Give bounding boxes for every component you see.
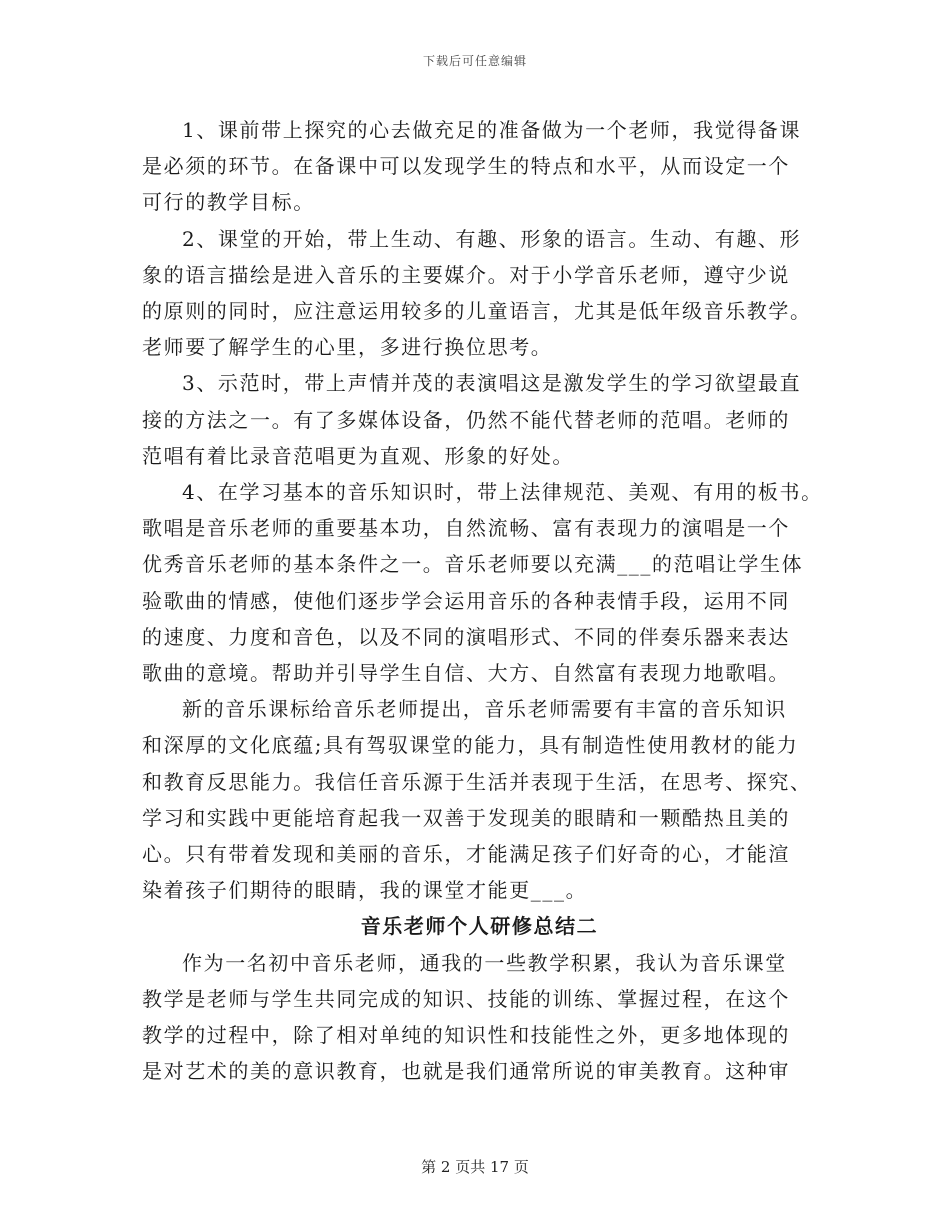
page-footer: 第 2 页共 17 页 [421, 1158, 529, 1176]
paragraph-line: 是必须的环节。在备课中可以发现学生的特点和水平，从而设定一个 [142, 154, 790, 179]
paragraph-line: 是对艺术的美的意识教育，也就是我们通常所说的审美教育。这种审 [142, 1059, 790, 1084]
paragraph-line: 2、课堂的开始，带上生动、有趣、形象的语言。生动、有趣、形 [182, 226, 802, 251]
paragraph-line: 学习和实践中更能培育起我一双善于发现美的眼睛和一颗酷热且美的 [142, 805, 790, 830]
paragraph-4 [142, 474, 823, 691]
paragraph-line: 歌曲的意境。帮助并引导学生自信、大方、自然富有表现力地歌唱。 [142, 661, 790, 686]
paragraph-line: 验歌曲的情感，使他们逐步学会运用音乐的各种表情手段，运用不同 [142, 588, 790, 613]
paragraph-line: 优秀音乐老师的基本条件之一。音乐老师要以充满___的范唱让学生体 [142, 552, 804, 577]
document-body [142, 112, 823, 1089]
paragraph-line: 4、在学习基本的音乐知识时，带上法律规范、美观、有用的板书。 [182, 480, 823, 505]
paragraph-line: 染着孩子们期待的眼睛，我的课堂才能更___。 [142, 878, 588, 903]
paragraph-3 [142, 365, 817, 474]
paragraph-1 [142, 112, 817, 221]
paragraph-line: 接的方法之一。有了多媒体设备，仍然不能代替老师的范唱。老师的 [142, 407, 790, 432]
paragraph-2 [142, 221, 817, 366]
paragraph-line: 可行的教学目标。 [142, 190, 315, 215]
paragraph-line: 和深厚的文化底蕴;具有驾驭课堂的能力，具有制造性使用教材的能力 [142, 733, 799, 758]
paragraph-line: 象的语言描绘是进入音乐的主要媒介。对于小学音乐老师，遵守少说 [142, 262, 790, 287]
paragraph-line: 3、示范时，带上声情并茂的表演唱这是激发学生的学习欲望最直 [182, 371, 802, 396]
paragraph-line: 心。只有带着发现和美丽的音乐，才能满足孩子们好奇的心，才能渲 [142, 842, 790, 867]
paragraph-line: 的原则的同时，应注意运用较多的儿童语言，尤其是低年级音乐教学。 [142, 299, 812, 324]
paragraph-line: 的速度、力度和音色，以及不同的演唱形式、不同的伴奏乐器来表达 [142, 624, 790, 649]
paragraph-line: 1、课前带上探究的心去做充足的准备做为一个老师，我觉得备课 [182, 118, 802, 142]
paragraph-line: 和教育反思能力。我信任音乐源于生活并表现于生活，在思考、探究、 [142, 769, 812, 794]
paragraph-line: 范唱有着比录音范唱更为直观、形象的好处。 [142, 443, 574, 468]
section-title: 音乐老师个人研修总结二 [360, 914, 599, 939]
paragraph-5 [142, 691, 817, 908]
paragraph-line: 教学的过程中，除了相对单纯的知识性和技能性之外，更多地体现的 [142, 1023, 790, 1048]
paragraph-line: 老师要了解学生的心里，多进行换位思考。 [142, 335, 553, 360]
paragraph-line: 作为一名初中音乐老师，通我的一些教学积累，我认为音乐课堂 [182, 950, 787, 975]
paragraph-6 [142, 945, 817, 1090]
paragraph-line: 歌唱是音乐老师的重要基本功，自然流畅、富有表现力的演唱是一个 [142, 516, 790, 541]
paragraph-line: 教学是老师与学生共同完成的知识、技能的训练、掌握过程，在这个 [142, 986, 790, 1011]
paragraph-line: 新的音乐课标给音乐老师提出，音乐老师需要有丰富的音乐知识 [182, 697, 787, 722]
page-header: 下载后可任意编辑 [422, 54, 527, 68]
